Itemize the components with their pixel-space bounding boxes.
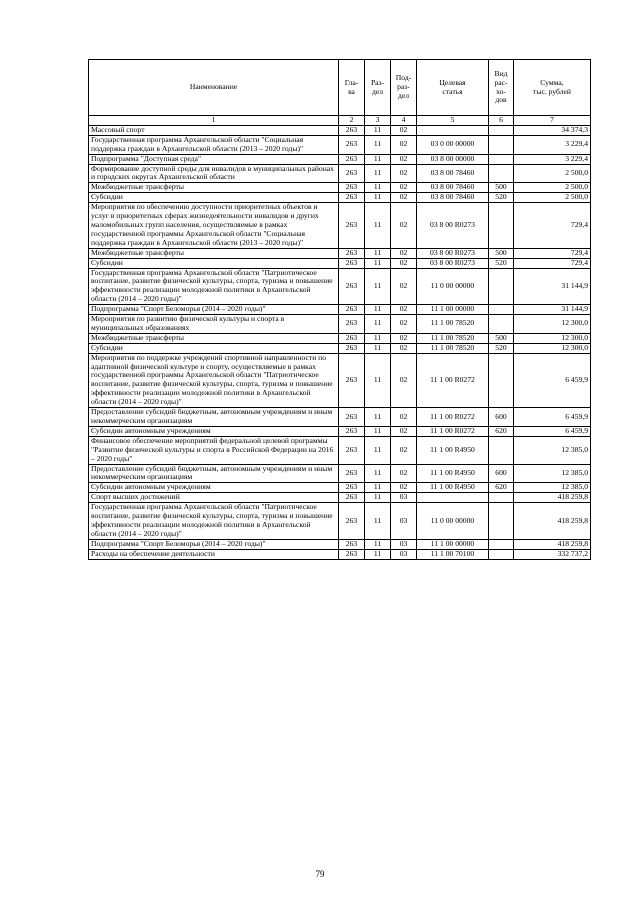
row-name-cell: Субсидии автономным учреждениям xyxy=(89,426,339,436)
section-cell: 11 xyxy=(365,305,391,315)
expense-type-cell: 500 xyxy=(489,183,514,193)
expense-type-cell: 620 xyxy=(489,483,514,493)
target-article-cell: 03 8 00 78460 xyxy=(417,183,489,193)
target-article-cell: 11 1 00 R0272 xyxy=(417,408,489,427)
row-name-cell: Мероприятия по поддержке учреждений спортивной направленности по адаптивной физической культуре и спорту, осуществляемые в рамках государственной программы Архангельской области "Патриотическое воспитание, развитие физической культуры, спорта, туризма и повышение эффективности реализации молодежной политики в Архангельской области (2014 – 2020 годы)" xyxy=(89,353,339,407)
amount-cell: 3 229,4 xyxy=(514,154,591,164)
subsection-cell: 02 xyxy=(391,203,417,249)
row-name-cell: Государственная программа Архангельской области "Социальная поддержка граждан в Архангельской области (2013 – 2020 годы)" xyxy=(89,135,339,154)
column-number: 3 xyxy=(365,116,391,126)
expense-type-cell: 520 xyxy=(489,343,514,353)
section-cell: 11 xyxy=(365,353,391,407)
expense-type-cell: 620 xyxy=(489,426,514,436)
target-article-cell: 11 1 00 78520 xyxy=(417,343,489,353)
expense-type-cell xyxy=(489,493,514,503)
chapter-cell: 263 xyxy=(339,154,365,164)
chapter-cell: 263 xyxy=(339,315,365,334)
column-number: 6 xyxy=(489,116,514,126)
section-cell: 11 xyxy=(365,258,391,268)
table-row xyxy=(89,135,591,154)
table-row xyxy=(89,503,591,540)
table-row xyxy=(89,436,591,464)
amount-cell: 12 385,0 xyxy=(514,483,591,493)
subsection-cell: 02 xyxy=(391,436,417,464)
section-cell: 11 xyxy=(365,464,391,483)
amount-cell: 2 500,0 xyxy=(514,193,591,203)
target-article-cell: 11 1 00 R0272 xyxy=(417,426,489,436)
subsection-cell: 02 xyxy=(391,125,417,135)
row-name-cell: Государственная программа Архангельской области "Патриотическое воспитание, развитие физической культуры, спорта, туризма и повышение эффективности реализации молодежной политики в Архангельской области (2014 – 2020 годы)" xyxy=(89,503,339,540)
table-row xyxy=(89,483,591,493)
section-cell: 11 xyxy=(365,503,391,540)
table-row xyxy=(89,315,591,334)
subsection-cell: 02 xyxy=(391,164,417,183)
subsection-cell: 02 xyxy=(391,483,417,493)
amount-cell: 6 459,9 xyxy=(514,353,591,407)
expense-type-cell xyxy=(489,125,514,135)
column-number: 4 xyxy=(391,116,417,126)
table-row xyxy=(89,248,591,258)
section-cell: 11 xyxy=(365,135,391,154)
table-row xyxy=(89,426,591,436)
section-cell: 11 xyxy=(365,333,391,343)
table-row xyxy=(89,258,591,268)
target-article-cell xyxy=(417,493,489,503)
row-name-cell: Субсидии xyxy=(89,193,339,203)
amount-cell: 12 300,0 xyxy=(514,315,591,334)
column-number: 5 xyxy=(417,116,489,126)
chapter-cell: 263 xyxy=(339,135,365,154)
chapter-cell: 263 xyxy=(339,539,365,549)
chapter-cell: 263 xyxy=(339,203,365,249)
row-name-cell: Подпрограмма "Доступная среда" xyxy=(89,154,339,164)
row-name-cell: Государственная программа Архангельской области "Патриотическое воспитание, развитие физической культуры, спорта, туризма и повышение эффективности реализации молодежной политики в Архангельской области (2014 – 2020 годы)" xyxy=(89,268,339,305)
amount-cell: 12 300,0 xyxy=(514,333,591,343)
subsection-cell: 02 xyxy=(391,248,417,258)
table-row xyxy=(89,305,591,315)
header-section: Раз- дел xyxy=(365,60,391,116)
subsection-cell: 02 xyxy=(391,305,417,315)
section-cell: 11 xyxy=(365,164,391,183)
amount-cell: 12 385,0 xyxy=(514,464,591,483)
chapter-cell: 263 xyxy=(339,164,365,183)
subsection-cell: 03 xyxy=(391,503,417,540)
chapter-cell: 263 xyxy=(339,343,365,353)
expense-type-cell xyxy=(489,305,514,315)
row-name-cell: Межбюджетные трансферты xyxy=(89,248,339,258)
subsection-cell: 02 xyxy=(391,408,417,427)
row-name-cell: Субсидии xyxy=(89,258,339,268)
target-article-cell: 11 1 00 78520 xyxy=(417,315,489,334)
amount-cell: 6 459,9 xyxy=(514,426,591,436)
expense-type-cell: 600 xyxy=(489,464,514,483)
chapter-cell: 263 xyxy=(339,493,365,503)
expense-type-cell xyxy=(489,154,514,164)
expense-type-cell xyxy=(489,539,514,549)
table-row xyxy=(89,164,591,183)
chapter-cell: 263 xyxy=(339,125,365,135)
amount-cell: 3 229,4 xyxy=(514,135,591,154)
target-article-cell: 03 8 00 78460 xyxy=(417,164,489,183)
amount-cell: 418 259,8 xyxy=(514,539,591,549)
section-cell: 11 xyxy=(365,539,391,549)
chapter-cell: 263 xyxy=(339,426,365,436)
column-number-row xyxy=(89,116,591,126)
subsection-cell: 02 xyxy=(391,135,417,154)
section-cell: 11 xyxy=(365,248,391,258)
table-body xyxy=(89,125,591,559)
row-name-cell: Мероприятия по обеспечению доступности приоритетных объектов и услуг в приоритетных сферах жизнедеятельности инвалидов и других маломобильных групп населения, осуществляемые в рамках государственной программы Архангельской области "Социальная поддержка граждан в Архангельской области (2013 – 2020 годы)" xyxy=(89,203,339,249)
section-cell: 11 xyxy=(365,154,391,164)
amount-cell: 31 144,9 xyxy=(514,305,591,315)
chapter-cell: 263 xyxy=(339,436,365,464)
expense-type-cell xyxy=(489,549,514,559)
subsection-cell: 02 xyxy=(391,315,417,334)
target-article-cell: 03 8 00 R0273 xyxy=(417,258,489,268)
row-name-cell: Массовый спорт xyxy=(89,125,339,135)
target-article-cell: 03 8 00 78460 xyxy=(417,193,489,203)
row-name-cell: Подпрограмма "Спорт Беломорья (2014 – 2020 годы)" xyxy=(89,305,339,315)
amount-cell: 729,4 xyxy=(514,248,591,258)
chapter-cell: 263 xyxy=(339,549,365,559)
section-cell: 11 xyxy=(365,549,391,559)
expense-type-cell xyxy=(489,203,514,249)
chapter-cell: 263 xyxy=(339,305,365,315)
row-name-cell: Межбюджетные трансферты xyxy=(89,183,339,193)
target-article-cell: 11 1 00 78520 xyxy=(417,333,489,343)
expense-type-cell xyxy=(489,268,514,305)
row-name-cell: Межбюджетные трансферты xyxy=(89,333,339,343)
subsection-cell: 03 xyxy=(391,549,417,559)
subsection-cell: 02 xyxy=(391,193,417,203)
target-article-cell: 11 1 00 R0272 xyxy=(417,353,489,407)
table-row xyxy=(89,268,591,305)
column-number: 7 xyxy=(514,116,591,126)
subsection-cell: 02 xyxy=(391,353,417,407)
subsection-cell: 03 xyxy=(391,493,417,503)
table-row xyxy=(89,203,591,249)
chapter-cell: 263 xyxy=(339,408,365,427)
chapter-cell: 263 xyxy=(339,258,365,268)
table-row xyxy=(89,193,591,203)
expense-type-cell xyxy=(489,135,514,154)
section-cell: 11 xyxy=(365,268,391,305)
section-cell: 11 xyxy=(365,483,391,493)
amount-cell: 729,4 xyxy=(514,203,591,249)
amount-cell: 12 385,0 xyxy=(514,436,591,464)
table-row xyxy=(89,154,591,164)
column-number: 1 xyxy=(89,116,339,126)
subsection-cell: 02 xyxy=(391,258,417,268)
row-name-cell: Субсидии автономным учреждениям xyxy=(89,483,339,493)
table-row xyxy=(89,539,591,549)
header-subsection: Под- раз- дел xyxy=(391,60,417,116)
section-cell: 11 xyxy=(365,343,391,353)
section-cell: 11 xyxy=(365,408,391,427)
target-article-cell: 11 1 00 R4950 xyxy=(417,436,489,464)
header-amount: Сумма, тыс. рублей xyxy=(514,60,591,116)
row-name-cell: Субсидии xyxy=(89,343,339,353)
amount-cell: 12 300,0 xyxy=(514,343,591,353)
table-row xyxy=(89,343,591,353)
amount-cell: 6 459,9 xyxy=(514,408,591,427)
chapter-cell: 263 xyxy=(339,268,365,305)
target-article-cell: 11 0 00 00000 xyxy=(417,503,489,540)
row-name-cell: Финансовое обеспечение мероприятий федеральной целевой программы "Развитие физической культуры и спорта в Российской Федерации на 2016 – 2020 годы" xyxy=(89,436,339,464)
target-article-cell: 11 0 00 00000 xyxy=(417,268,489,305)
header-target: Целевая статья xyxy=(417,60,489,116)
table-row xyxy=(89,125,591,135)
chapter-cell: 263 xyxy=(339,464,365,483)
row-name-cell: Предоставление субсидий бюджетным, автономным учреждениям и иным некоммерческим организациям xyxy=(89,464,339,483)
subsection-cell: 02 xyxy=(391,464,417,483)
amount-cell: 2 500,0 xyxy=(514,164,591,183)
chapter-cell: 263 xyxy=(339,353,365,407)
target-article-cell: 11 1 00 R4950 xyxy=(417,464,489,483)
section-cell: 11 xyxy=(365,426,391,436)
expense-type-cell xyxy=(489,503,514,540)
subsection-cell: 02 xyxy=(391,333,417,343)
page-number: 79 xyxy=(315,869,325,879)
header-row xyxy=(89,60,591,116)
table-row xyxy=(89,183,591,193)
expense-type-cell: 500 xyxy=(489,333,514,343)
amount-cell: 332 737,2 xyxy=(514,549,591,559)
expense-type-cell: 600 xyxy=(489,408,514,427)
subsection-cell: 03 xyxy=(391,539,417,549)
section-cell: 11 xyxy=(365,493,391,503)
section-cell: 11 xyxy=(365,315,391,334)
expense-type-cell: 500 xyxy=(489,248,514,258)
expense-type-cell: 520 xyxy=(489,193,514,203)
subsection-cell: 02 xyxy=(391,268,417,305)
amount-cell: 729,4 xyxy=(514,258,591,268)
amount-cell: 418 259,8 xyxy=(514,503,591,540)
target-article-cell: 03 8 00 00000 xyxy=(417,154,489,164)
row-name-cell: Расходы на обеспечение деятельности xyxy=(89,549,339,559)
table-row xyxy=(89,353,591,407)
subsection-cell: 02 xyxy=(391,183,417,193)
target-article-cell: 11 1 00 00000 xyxy=(417,305,489,315)
table-row xyxy=(89,408,591,427)
chapter-cell: 263 xyxy=(339,483,365,493)
subsection-cell: 02 xyxy=(391,426,417,436)
row-name-cell: Мероприятия по развитию физической культуры и спорта в муниципальных образованиях xyxy=(89,315,339,334)
column-number: 2 xyxy=(339,116,365,126)
header-name: Наименование xyxy=(89,60,339,116)
subsection-cell: 02 xyxy=(391,343,417,353)
row-name-cell: Подпрограмма "Спорт Беломорья (2014 – 2020 годы)" xyxy=(89,539,339,549)
chapter-cell: 263 xyxy=(339,503,365,540)
chapter-cell: 263 xyxy=(339,183,365,193)
subsection-cell: 02 xyxy=(391,154,417,164)
target-article-cell: 11 1 00 70100 xyxy=(417,549,489,559)
row-name-cell: Предоставление субсидий бюджетным, автономным учреждениям и иным некоммерческим организациям xyxy=(89,408,339,427)
expense-type-cell xyxy=(489,353,514,407)
chapter-cell: 263 xyxy=(339,333,365,343)
table-row xyxy=(89,333,591,343)
amount-cell: 31 144,9 xyxy=(514,268,591,305)
expense-type-cell xyxy=(489,436,514,464)
budget-table xyxy=(88,59,591,560)
section-cell: 11 xyxy=(365,183,391,193)
row-name-cell: Спорт высших достижений xyxy=(89,493,339,503)
chapter-cell: 263 xyxy=(339,193,365,203)
table-row xyxy=(89,493,591,503)
target-article-cell xyxy=(417,125,489,135)
expense-type-cell xyxy=(489,315,514,334)
amount-cell: 418 259,8 xyxy=(514,493,591,503)
expense-type-cell xyxy=(489,164,514,183)
section-cell: 11 xyxy=(365,436,391,464)
header-expense-type: Вид рас- хо- дов xyxy=(489,60,514,116)
row-name-cell: Формирование доступной среды для инвалидов в муниципальных районах и городских округах Архангельской области xyxy=(89,164,339,183)
target-article-cell: 03 0 00 00000 xyxy=(417,135,489,154)
target-article-cell: 11 1 00 R4950 xyxy=(417,483,489,493)
section-cell: 11 xyxy=(365,125,391,135)
target-article-cell: 11 1 00 00000 xyxy=(417,539,489,549)
table-row xyxy=(89,549,591,559)
header-chapter: Гла- ва xyxy=(339,60,365,116)
section-cell: 11 xyxy=(365,203,391,249)
chapter-cell: 263 xyxy=(339,248,365,258)
expense-type-cell: 520 xyxy=(489,258,514,268)
table-row xyxy=(89,464,591,483)
target-article-cell: 03 8 00 R0273 xyxy=(417,203,489,249)
amount-cell: 2 500,0 xyxy=(514,183,591,193)
target-article-cell: 03 8 00 R0273 xyxy=(417,248,489,258)
amount-cell: 34 374,3 xyxy=(514,125,591,135)
section-cell: 11 xyxy=(365,193,391,203)
